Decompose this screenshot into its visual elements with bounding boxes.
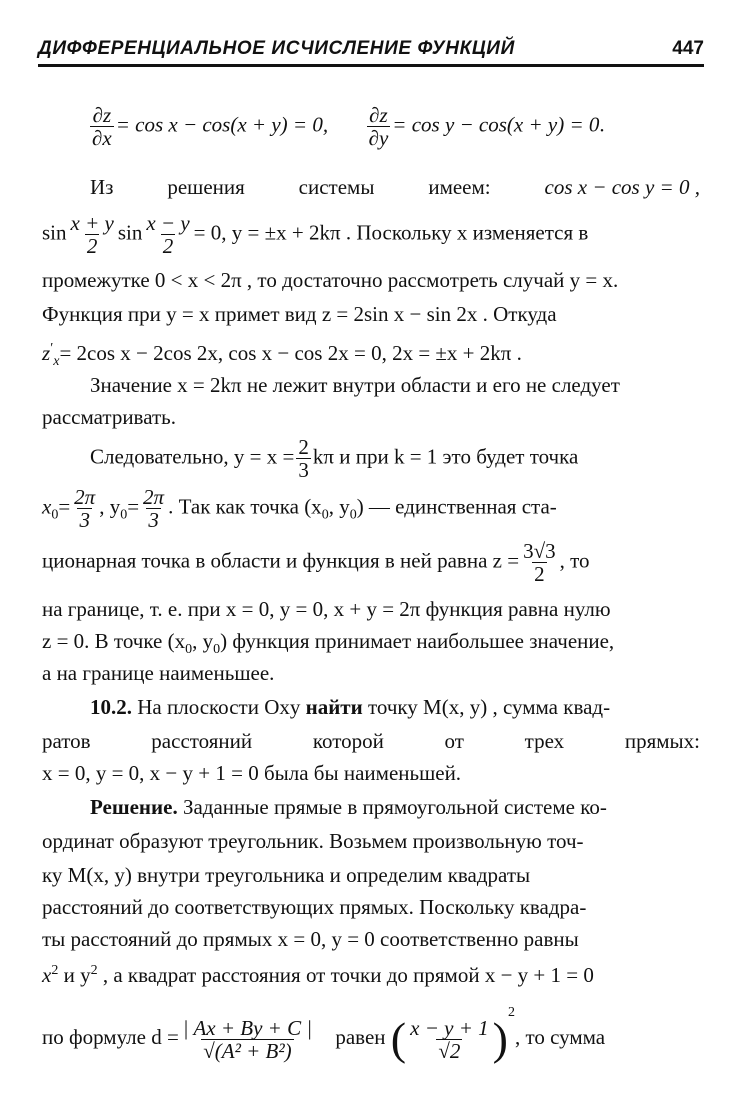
text-line-17: x = 0, y = 0, x − y + 1 = 0 была бы наименьшей.: [42, 761, 462, 785]
text-line-3: sin $\frac{x + y}{2}$ sin $\frac{x - y}{2}$ = 0, y = ±x + 2kπ . Поскольку x изменяется в: [42, 211, 589, 259]
text-line-2: Из решения системы имеем: cos x − cos y = 0 ,: [90, 175, 700, 199]
text-line-1: $\frac{\partial z}{\partial x}$ = cos x − cos(x + y) = 0, $\frac{\partial z}{\partial y}$ = cos y − cos(x + y) = 0.: [92, 103, 605, 151]
text-line-6: $z'_x= 2\cos$ x − 2cos 2x, cos x − cos 2x = 0, 2x = ±x + 2kπ .: [42, 341, 522, 370]
page-header: [38, 36, 704, 66]
page-number: 447: [672, 38, 704, 59]
running-title: ДИФФЕРЕНЦИАЛЬНОЕ ИСЧИСЛЕНИЕ ФУНКЦИЙ: [38, 38, 515, 59]
text-line-24: по формуле d = $\frac{| Ax + By + C |}{\text{√(A² + B²)}}$ равен ( $\frac{x - y + 1}{√2}$ )$^2$, то сумма: [42, 1005, 606, 1065]
text-line-19: ординат образуют треугольник. Возьмем произвольную точ-: [42, 829, 584, 853]
text-line-4: промежутке 0 < x < 2π , то достаточно рассмотреть случай y = x.: [42, 268, 619, 292]
header-rule: [38, 64, 704, 67]
text-line-8: рассматривать.: [42, 405, 176, 429]
text-line-23: $x^2$ и $y^2$ , а квадрат расстояния от точки до прямой x − y + 1 = 0: [42, 963, 594, 987]
text-line-20: ку M(x, y) внутри треугольника и определим квадраты: [42, 863, 531, 887]
text-line-21: расстояний до соответствующих прямых. Поскольку квадра-: [42, 895, 587, 919]
text-line-16: ратов расстояний которой от трех прямых:: [42, 729, 700, 753]
text-line-14: а на границе наименьшее.: [42, 661, 275, 685]
text-line-11: ционарная точка в области и функция в ней равна z = $\frac{3√3}{2}$ , то: [42, 539, 590, 587]
text-line-13: z = 0. В точке ($x_0$, $y_0$) функция принимает наибольшее значение,: [42, 629, 615, 658]
text-line-22: ты расстояний до прямых x = 0, y = 0 соответственно равны: [42, 927, 579, 951]
text-line-15: 10.2. На плоскости Oxy найти точку M(x, y) , сумма квад-: [90, 695, 611, 719]
text-line-5: Функция при y = x примет вид z = 2sin x − sin 2x . Откуда: [42, 302, 557, 326]
text-line-18: Решение. Заданные прямые в прямоугольной системе ко-: [90, 795, 607, 819]
text-line-7: Значение x = 2kπ не лежит внутри области и его не следует: [90, 373, 620, 397]
text-line-10: $x_0=$ $\frac{2\pi}{3}$ , $y_0=$ $\frac{2\pi}{3}$ . Так как точка ($x_0$, $y_0$) — единственная ста-: [42, 485, 557, 533]
text-line-12: на границе, т. е. при x = 0, y = 0, x + y = 2π функция равна нулю: [42, 597, 611, 621]
text-line-9: Следовательно, y = x = $\frac{2}{3}$ kπ и при k = 1 это будет точка: [90, 435, 579, 483]
